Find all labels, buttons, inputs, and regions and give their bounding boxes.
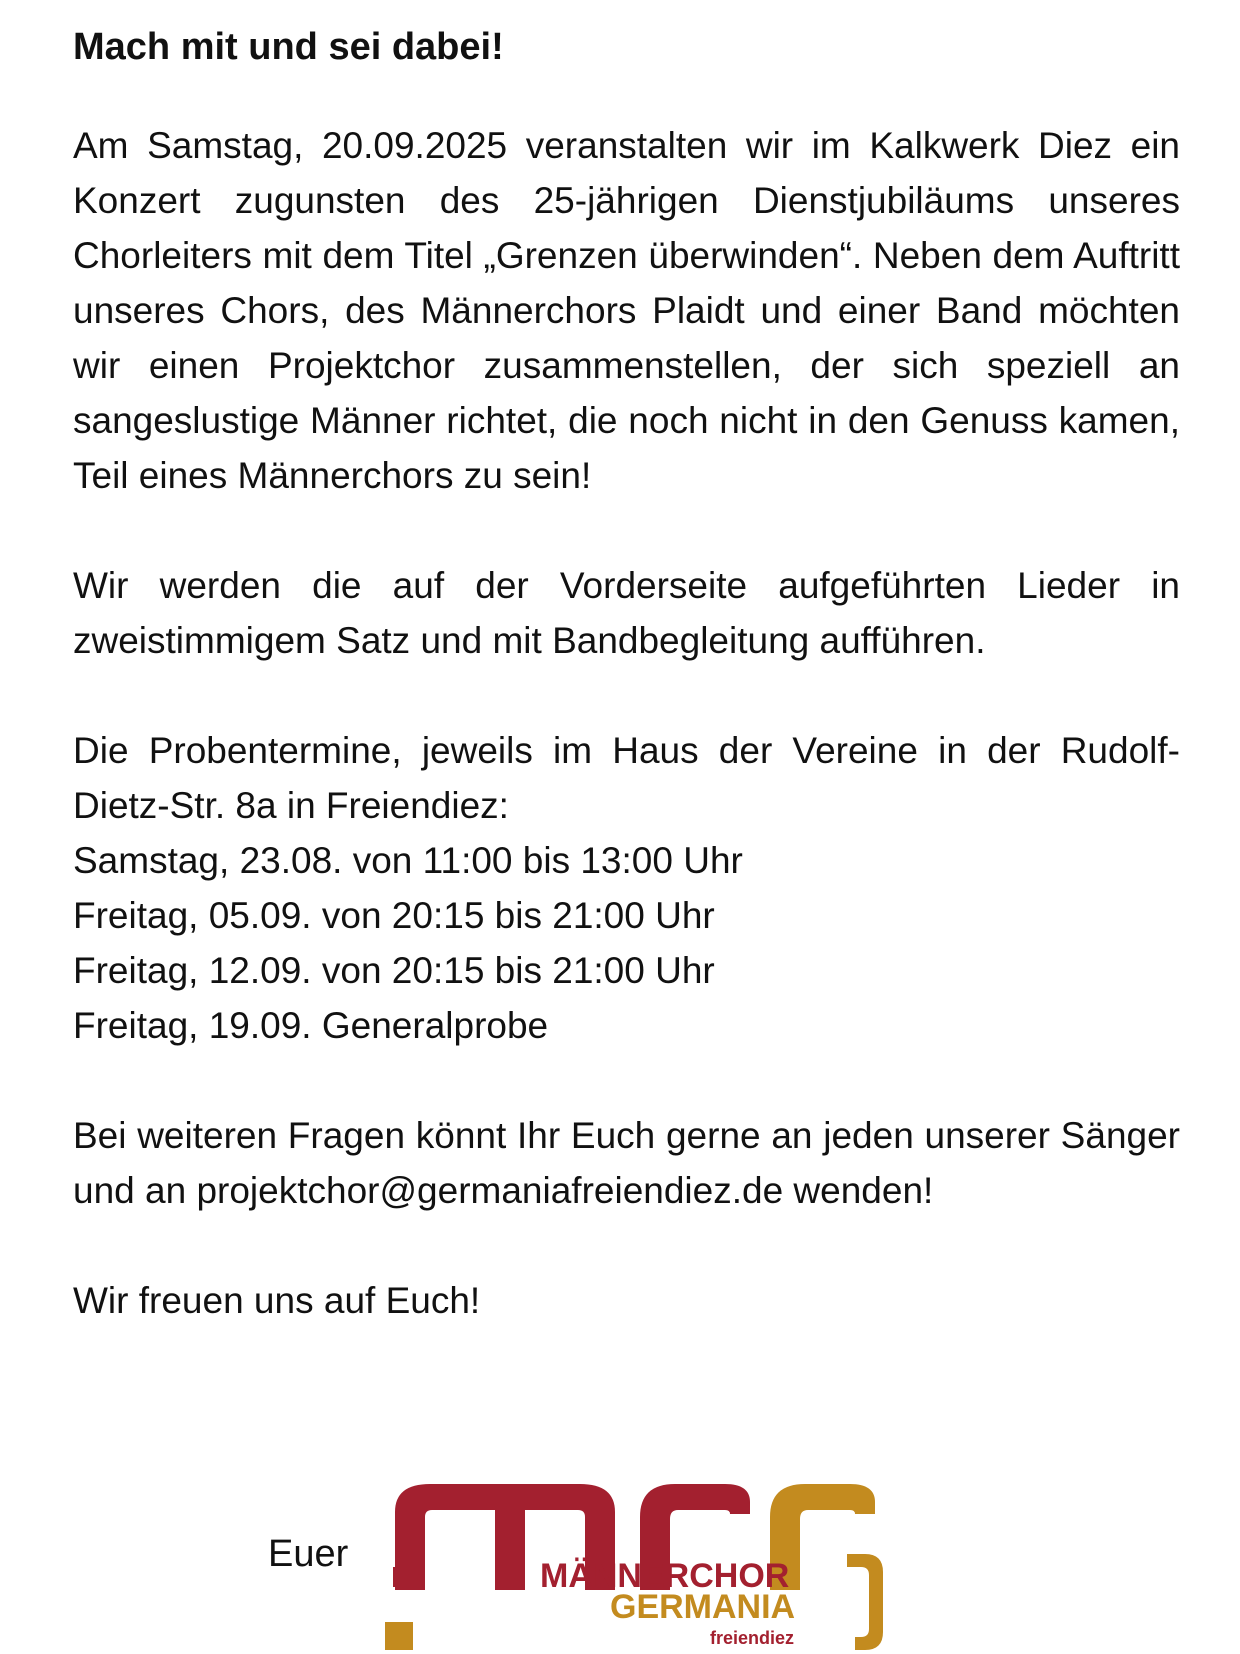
maennerchor-germania-logo <box>385 1472 905 1652</box>
intro-paragraph: Am Samstag, 20.09.2025 veranstalten wir im Kalkwerk Diez ein Konzert zugunsten des 25-jährigen Dienstjubiläums unseres Chorleiters mit dem Titel „Grenzen überwinden“. Neben dem Auftritt unseres Chors, des Männerchors Plaidt und einer Band möchten wir einen Projektchor zusammenstellen, der sich speziell an sangeslustige Männer richtet, die noch nicht in den Genuss kamen, Teil eines Männerchors zu sein! <box>73 125 1180 496</box>
page-heading: Mach mit und sei dabei! <box>73 26 504 68</box>
rehearsal-date: Freitag, 12.09. von 20:15 bis 21:00 Uhr <box>73 950 715 991</box>
signature-block <box>0 1472 1240 1652</box>
logo-text-maennerchor: MÄNNERCHOR <box>540 1557 790 1595</box>
signature-prefix: Euer <box>268 1533 349 1575</box>
logo-text-freiendiez: freiendiez <box>710 1628 795 1648</box>
songs-paragraph: Wir werden die auf der Vorderseite aufgeführten Lieder in zweistimmigem Satz und mit Bandbegleitung aufführen. <box>73 565 1180 661</box>
rehearsal-date: Freitag, 05.09. von 20:15 bis 21:00 Uhr <box>73 895 715 936</box>
logo-dot-red <box>393 1567 413 1587</box>
rehearsal-intro: Die Probentermine, jeweils im Haus der Vereine in der Rudolf-Dietz-Str. 8a in Freiendiez: <box>73 730 1180 826</box>
logo-bracket-mark <box>847 1554 883 1650</box>
rehearsal-list <box>73 833 1180 1053</box>
closing-line: Wir freuen uns auf Euch! <box>73 1280 481 1321</box>
rehearsal-date: Freitag, 19.09. Generalprobe <box>73 1005 549 1046</box>
rehearsal-date: Samstag, 23.08. von 11:00 bis 13:00 Uhr <box>73 840 743 881</box>
flyer-page <box>73 18 1180 1328</box>
logo-dot-gold <box>385 1622 413 1650</box>
contact-paragraph: Bei weiteren Fragen könnt Ihr Euch gerne an jeden unserer Sänger und an projektchor@germaniafreiendiez.de wenden! <box>73 1115 1180 1211</box>
logo-text-germania: GERMANIA <box>610 1588 796 1626</box>
